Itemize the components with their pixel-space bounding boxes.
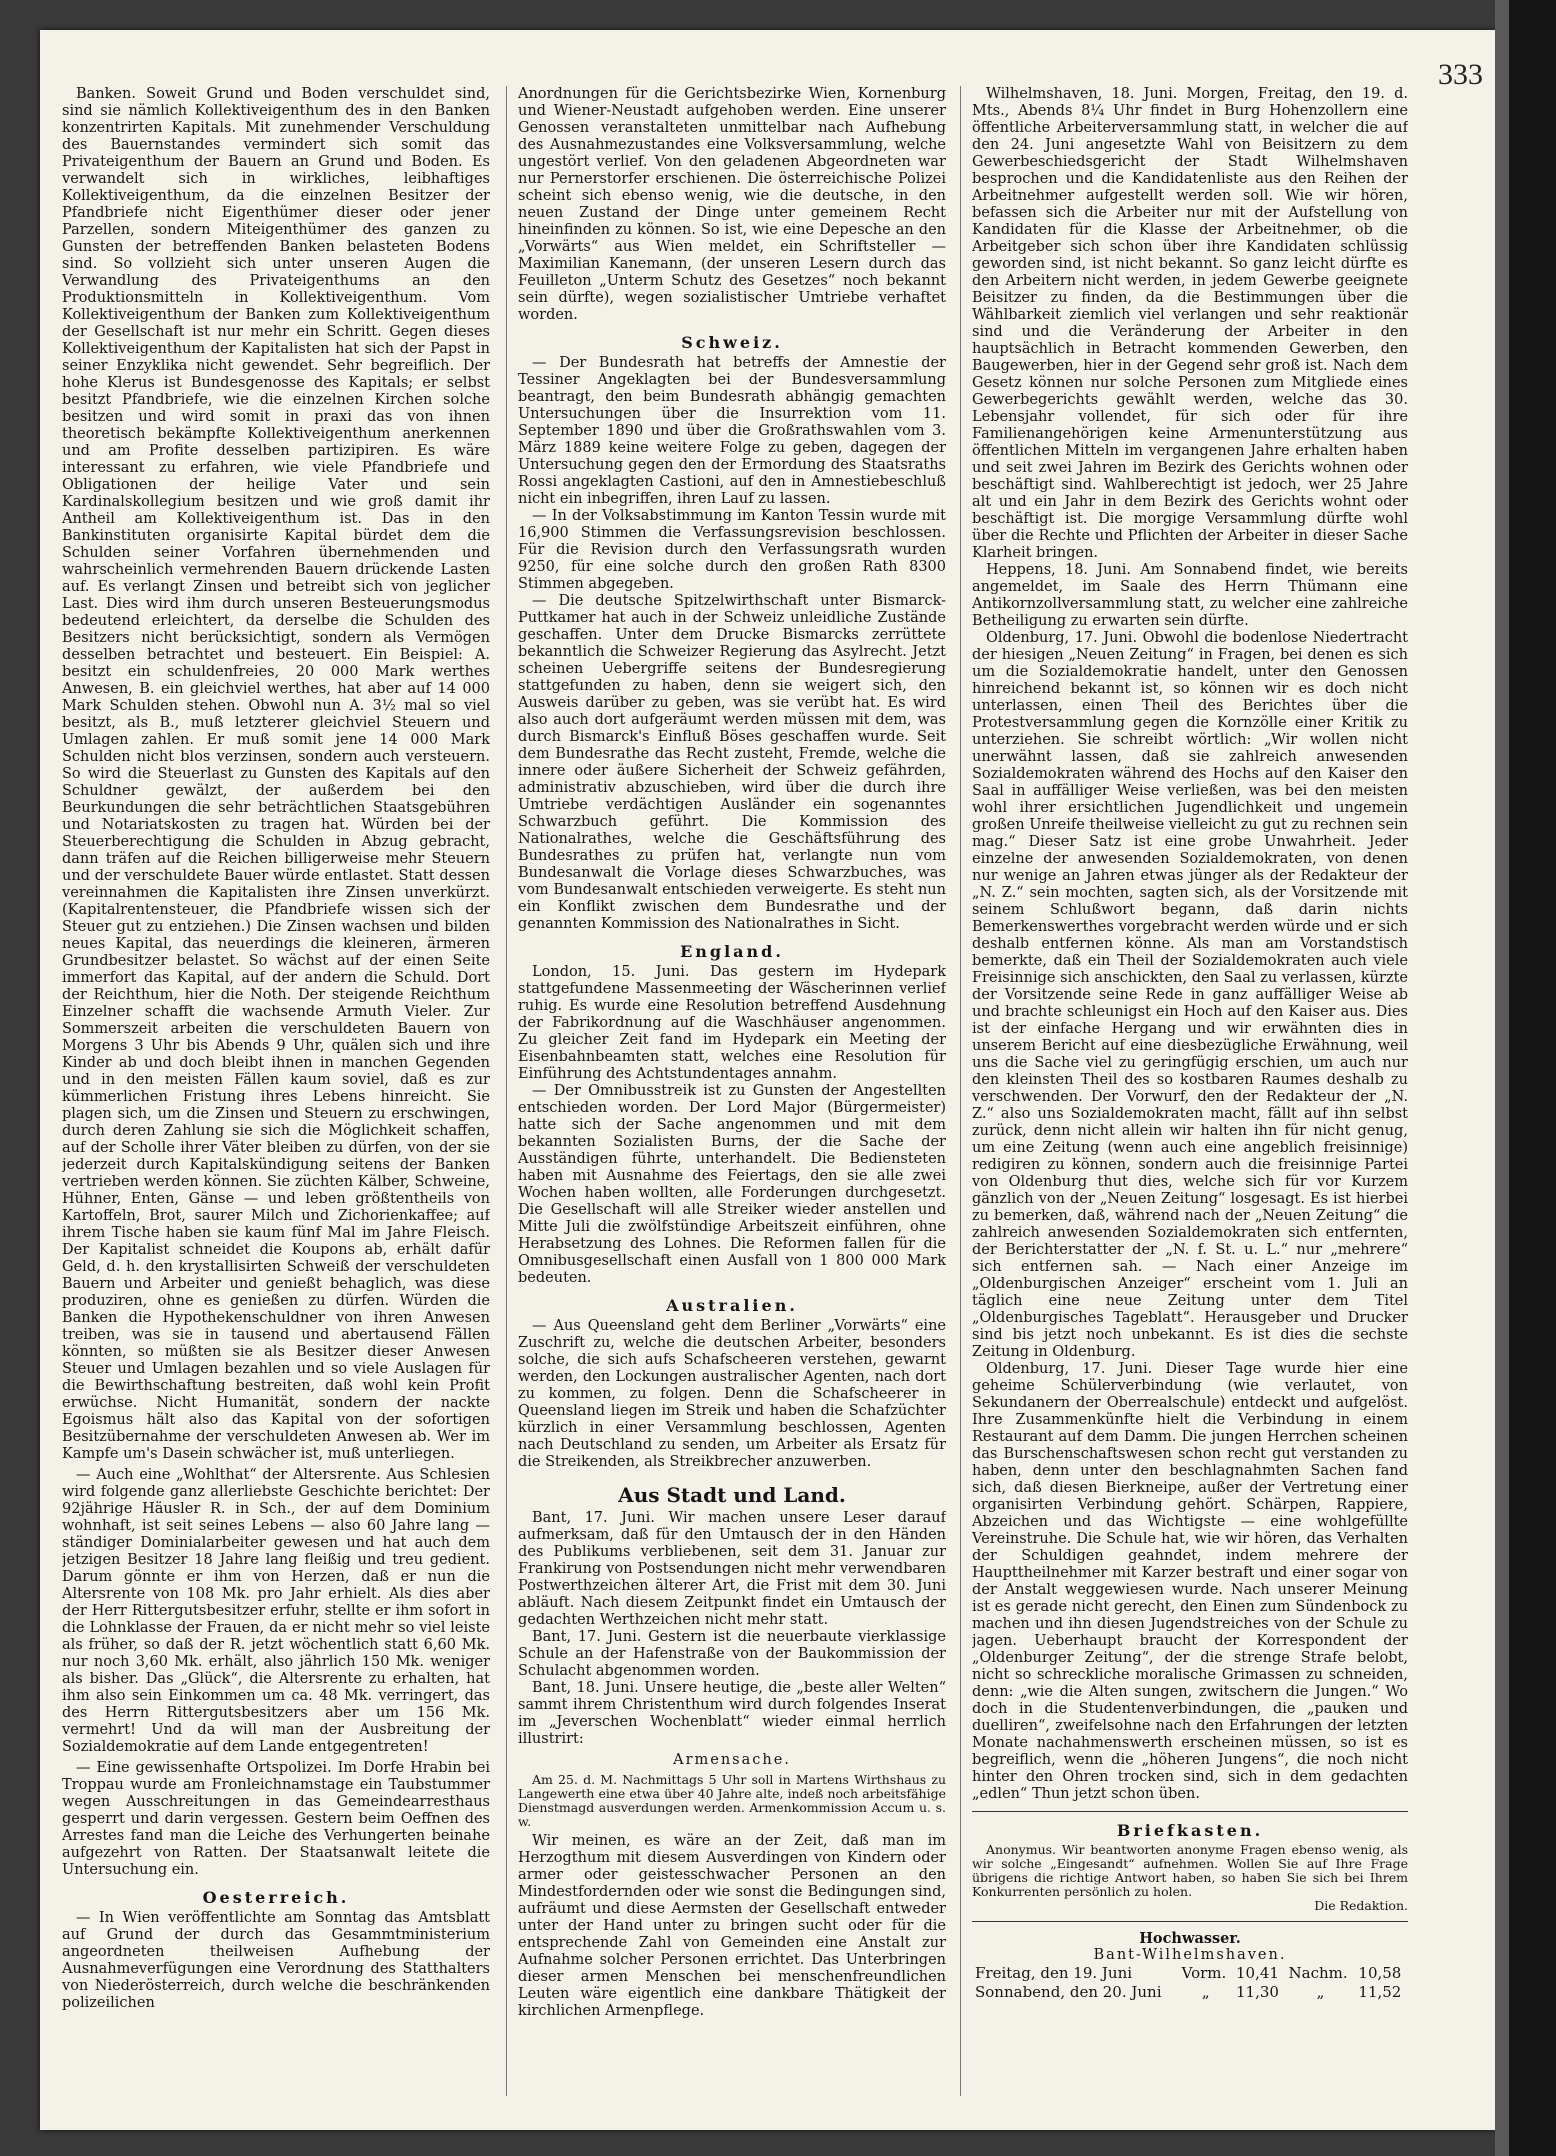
column-rule xyxy=(506,86,507,2096)
page-number: 333 xyxy=(1438,58,1483,91)
article-paragraph: Bant, 17. Juni. Wir machen unsere Leser darauf aufmerksam, daß für den Umtausch der in den Händen des Publikums verbliebenen, seit dem 31. Januar zur Frankirung von Postsendungen nicht mehr verwendbaren Postwerthzeichen älterer Art, die Frist mit dem 30. Juni abläuft. Nach diesem Zeitpunkt findet ein Umtausch der gedachten Werthzeichen nicht mehr statt. xyxy=(518,1510,946,1628)
article-paragraph: — Eine gewissenhafte Ortspolizei. Im Dorfe Hrabin bei Troppau wurde am Fronleichnamstage ein Taubstummer wegen Ausschreitungen in das Gemeindearresthaus gesperrt und darin vergessen. Gestern beim Oeffnen des Arrestes fand man die Leiche des Verhungerten beinahe aufgezehrt von Ratten. Der Staatsanwalt leitete die Untersuchung ein. xyxy=(62,1760,490,1878)
hochwasser-day: Freitag, den 19. Juni xyxy=(975,1964,1133,1982)
section-heading-schweiz: Schweiz. xyxy=(681,333,783,352)
section-heading-oesterreich: Oesterreich. xyxy=(202,1888,350,1907)
article-paragraph: — Aus Queensland geht dem Berliner „Vorwärts“ eine Zuschrift zu, welche die deutschen Arbeiter, besonders solche, die sich aufs Schafscheeren verstehen, gewarnt werden, den Lockungen australischer Agenten, nach dort zu kommen, zu folgen. Denn die Schafscheerer in Queensland liegen im Streik und haben die Schafzüchter kürzlich in einer Versammlung beschlossen, Agenten nach Deutschland zu senden, um Arbeiter als Ersatz für die Streikenden, als Streikbrecher anzuwerben. xyxy=(518,1318,946,1470)
inserat-text: Am 25. d. M. Nachmittags 5 Uhr soll in Martens Wirthshaus zu Langewerth eine etwa über 40 Jahre alte, indeß noch arbeitsfähige Dienstmagd ausverdungen werden. Armenkommission Accum u. s. w. xyxy=(518,1772,946,1829)
article-paragraph: Oldenburg, 17. Juni. Dieser Tage wurde hier eine geheime Schülerverbindung (wie verlautet, von Sekundanern der Oberrealschule) entdeckt und aufgelöst. Ihre Zusammenkünfte hielt die Verbindung in einem Restaurant auf dem Damm. Die jungen Herrchen scheinen das Burschenschaftswesen schon recht gut verstanden zu haben, denn unter den beschlagnahmten Sachen fand sich, daß diesen Bierkneipe, außer der Vertretung einer organisirten Verbindung gehört. Schärpen, Rappiere, Abzeichen und das Wichtigste — eine wohlgefüllte Vereinstruhe. Die Schule hat, wie wir hören, das Verhalten der Schuldigen geahndet, indem mehrere der Haupttheilnehmer mit Karzer bestraft und einer sogar von der Anstalt weggewiesen wurde. Nach unserer Meinung ist es gerade nicht gerecht, den Einen zum Sündenbock zu machen und ihn diesen Jugendstreiches von der Schule zu jagen. Ueberhaupt braucht der Korrespondent der „Oldenburger Zeitung“, der die strenge Strafe belobt, nicht so schreckliche moralische Grimassen zu schneiden, denn: „wie die Alten sungen, zwitschern die Jungen.“ Wo doch in die Studentenverbindungen, die „pauken und duelliren“, zweifelsohne nach den Erfahrungen der letzten Monate nachahmenswerth erscheinen müssen, so ist es begreiflich, wenn die „höheren Jungens“, die noch nicht hinter den Ohren trocken sind, sich in dem gedachten „edlen“ Thun jetzt schon üben. xyxy=(972,1361,1408,1802)
table-row xyxy=(972,1964,1408,1983)
hochwasser-vorm-label: Vorm. xyxy=(1181,1964,1227,1982)
article-paragraph: — Die deutsche Spitzelwirthschaft unter Bismarck-Puttkamer hat auch in der Schweiz unleidliche Zustände geschaffen. Unter dem Drucke Bismarcks zerrüttete bekanntlich die Schweizer Regierung das Asylrecht. Jetzt scheinen Uebergriffe seitens der Bundesregierung stattgefunden zu haben, denn sie weigert sich, den Ausweis darüber zu geben, was sie verübt hat. Es wird also auch dort aufgeräumt werden müssen mit dem, was durch Bismarck's Einfluß Böses geschaffen wurde. Seit dem Bundesrathe das Recht zusteht, Fremde, welche die innere oder äußere Sicherheit der Schweiz gefährden, administrativ abzuschieben, wird über die durch ihre Umtriebe verdächtigen Ausländer ein sogenanntes Schwarzbuch geführt. Die Kommission des Nationalrathes, welche die Geschäftsführung des Bundesrathes zu prüfen hat, verlangte nun vom Bundesanwalt die Vorlage dieses Schwarzbuches, was vom Bundesanwalt entschieden verweigerte. Es steht nun ein Konflikt zwischen dem Bundesrathe und der genannten Kommission des Nationalrathes in Sicht. xyxy=(518,593,946,932)
article-paragraph: Oldenburg, 17. Juni. Obwohl die bodenlose Niedertracht der hiesigen „Neuen Zeitung“ in Fragen, bei denen es sich um die Sozialdemokratie handelt, unter den Genossen hinreichend bekannt ist, so können wir es doch nicht unterlassen, einen Theil des Berichtes über die Protestversammlung gegen die Kornzölle einer Kritik zu unterziehen. Sie schreibt wörtlich: „Wir wollen nicht unerwähnt lassen, daß sie zahlreich anwesenden Sozialdemokraten während des Hochs auf den Kaiser den Saal in auffälliger Weise verließen, was bei den meisten wohl ihrer ersichtlichen Jugendlichkeit und ungemein großen Unreife theilweise vielleicht zu gut zu rechnen sein mag.“ Dieser Satz ist eine grobe Unwahrheit. Jeder einzelne der anwesenden Sozialdemokraten, von denen nur wenige an Jahren etwas jünger als der Redakteur der „N. Z.“ sein mochten, sagten sich, als der Vorsitzende mit seinem Schlußwort begann, daß darin nichts Bemerkenswerthes vorgebracht werden würde und er sich deshalb entfernen könne. Als man am Vorstandstisch bemerkte, daß ein Theil der Sozialdemokraten auch viele Freisinnige sich anschickten, den Saal zu verlassen, kürzte der Vorsitzende seine Rede in ganz auffälliger Weise ab und brachte schleunigst ein Hoch auf den Kaiser aus. Dies ist der einfache Hergang und wir erwähnten dies in unserem Bericht auf eine diesbezügliche Erwähnung, weil uns die Sache viel zu geringfügig erschien, um auch nur den kleinsten Theil des so kostbaren Raumes deshalb zu verschwenden. Der Vorwurf, den der Redakteur der „N. Z.“ also uns Sozialdemokraten macht, fällt auf ihn selbst zurück, denn nicht allein wir halten ihn für nicht genug, um eine Zeitung (wenn auch eine angeblich freisinnige) redigiren zu können, sondern auch die freisinnige Partei von Oldenburg thut dies, welche sich für vor Kurzem gänzlich von der „Neuen Zeitung“ losgesagt. Es ist hierbei zu bemerken, daß, während nach der „Neuen Zeitung“ die zahlreich anwesenden Sozialdemokraten sich entfernten, der Berichterstatter der „N. f. St. u. L.“ nur „mehrere“ sich entfernen sah. — Nach einer Anzeige im „Oldenburgischen Anzeiger“ erscheint vom 1. Juli an täglich eine neue Zeitung unter dem Titel „Oldenburgisches Tageblatt“. Herausgeber und Drucker sind bis jetzt noch unbekannt. Es ist dies die sechste Zeitung in Oldenburg. xyxy=(972,630,1408,1360)
newspaper-page xyxy=(40,30,1495,2130)
article-paragraph: — Der Omnibusstreik ist zu Gunsten der Angestellten entschieden worden. Der Lord Major (Bürgermeister) hatte sich der Sache angenommen und mit dem bekannten Sozialisten Burns, der die Sache der Ausständigen führte, unterhandelt. Die Bediensteten haben mit Ausnahme des Feiertags, den sie alle zwei Wochen haben wollten, alle Forderungen durchgesetzt. Die Gesellschaft will alle Streiker wieder anstellen und Mitte Juli die zwölfstündige Arbeitszeit einführen, ohne Herabsetzung des Lohnes. Die Reformen fallen für die Omnibusgesellschaft einen Ausfall von 1 800 000 Mark bedeuten. xyxy=(518,1083,946,1286)
article-paragraph: Anordnungen für die Gerichtsbezirke Wien, Kornenburg und Wiener-Neustadt aufgehoben werden. Eine unserer Genossen veranstalteten unmittelbar nach Aufhebung des Ausnahmezustandes eine Volksversammlung, welche ungestört verlief. Von den geladenen Abgeordneten war nur Pernerstorfer erschienen. Die österreichische Polizei scheint sich ebenso wenig, wie die deutsche, in den neuen Zustand der Dinge unter gemeinem Recht hineinfinden zu können. So ist, wie eine Depesche an den „Vorwärts“ aus Wien meldet, ein Schriftsteller — Maximilian Kanemann, (der unseren Lesern durch das Feuilleton „Unterm Schutz des Gesetzes“ noch bekannt sein dürfte), wegen sozialistischer Umtriebe verhaftet worden. xyxy=(518,86,946,323)
hochwasser-nachm: 10,58 xyxy=(1358,1964,1402,1982)
column-2 xyxy=(518,86,946,2111)
article-paragraph: — Auch eine „Wohlthat“ der Altersrente. Aus Schlesien wird folgende ganz allerliebste Geschichte berichtet: Der 92jährige Häusler R. in Sch., der auf dem Dominium wohnhaft, ist seit seines Lebens — also 60 Jahre lang — ständiger Dominialarbeiter gewesen und hat auch dem jetzigen Besitzer 18 Jahre lang fleißig und treu gedient. Darum gönnte er ihm von Herzen, daß er nun die Altersrente von 108 Mk. pro Jahr erhielt. Als dies aber der Herr Rittergutsbesitzer erfuhr, stellte er ihm sofort in die Lohnklasse der Frauen, da er nicht mehr so viel leiste als früher, so daß der R. jetzt wöchentlich statt 6,60 Mk. nur noch 3,60 Mk. erhält, also jährlich 150 Mk. weniger als bisher. Das „Glück“, die Altersrente zu erhalten, hat ihm also sein Einkommen um ca. 48 Mk. verringert, das des Herrn Rittergutsbesitzers aber um 156 Mk. vermehrt! Und da will man der Ausbreitung der Sozialdemokratie auf dem Lande entgegentreten! xyxy=(62,1467,490,1755)
column-rule xyxy=(960,86,961,2096)
article-paragraph: — In Wien veröffentlichte am Sonntag das Amtsblatt auf Grund der durch das Gesammtministerium angeordneten theilweisen Aufhebung der Ausnahmeverfügungen eine Verordnung des Statthalters von Niederösterreich, durch welche die beschränkenden polizeilichen xyxy=(62,1910,490,2011)
briefkasten-text: Anonymus. Wir beantworten anonyme Fragen ebenso wenig, als wir solche „Eingesandt“ aufnehmen. Wollen Sie auf Ihre Frage übrigens die richtige Antwort haben, so haben Sie sich bei Ihrem Konkurrenten persönlich zu holen. xyxy=(972,1842,1408,1899)
hochwasser-nachm-label: „ xyxy=(1316,1983,1325,2001)
article-paragraph: Bant, 17. Juni. Gestern ist die neuerbaute vierklassige Schule an der Hafenstraße von der Baukommission der Schulacht abgenommen worden. xyxy=(518,1629,946,1679)
hochwasser-heading: Hochwasser. xyxy=(1139,1930,1241,1947)
column-3 xyxy=(972,86,1408,2111)
hochwasser-nachm-label: Nachm. xyxy=(1288,1964,1348,1982)
hochwasser-table xyxy=(972,1964,1408,2002)
section-heading-australien: Australien. xyxy=(666,1296,798,1315)
section-heading-aus-stadt-und-land: Aus Stadt und Land. xyxy=(618,1483,846,1507)
column-1 xyxy=(62,86,490,2111)
hochwasser-vorm: 10,41 xyxy=(1235,1964,1279,1982)
briefkasten-signature: Die Redaktion. xyxy=(1314,1898,1408,1913)
article-paragraph: — In der Volksabstimmung im Kanton Tessin wurde mit 16,900 Stimmen die Verfassungsrevision beschlossen. Für die Revision durch den Verfassungsrath wurden 9250, für eine solche durch den großen Rath 8300 Stimmen abgegeben. xyxy=(518,508,946,592)
article-paragraph: Heppens, 18. Juni. Am Sonnabend findet, wie bereits angemeldet, im Saale des Herrn Thümann eine Antikornzollversammlung statt, zu welcher eine zahlreiche Betheiligung zu erwarten sein dürfte. xyxy=(972,562,1408,629)
article-paragraph: Wilhelmshaven, 18. Juni. Morgen, Freitag, den 19. d. Mts., Abends 8¼ Uhr findet in Burg Hohenzollern eine öffentliche Arbeiterversammlung statt, in welcher die auf den 24. Juni angesetzte Wahl von Beisitzern zu dem Gewerbeschiedsgericht der Stadt Wilhelmshaven besprochen und die Kandidatenliste aus den Reihen der Arbeitnehmer aufgestellt werden soll. Wie wir hören, befassen sich die Arbeiter nur mit der Aufstellung von Kandidaten für die Klasse der Arbeitnehmer, ob die Arbeitgeber sich schon über ihre Kandidaten schlüssig geworden sind, ist nicht bekannt. So ganz leicht dürfte es den Arbeitern nicht werden, in jedem Gewerbe geeignete Beisitzer zu finden, da die Bestimmungen über die Wählbarkeit ziemlich viel verlangen und sehr reaktionär sind und die Veränderung der Arbeiter in den hauptsächlich in Betracht kommenden Gewerben, den Baugewerben, hier in der Gegend sehr groß ist. Nach dem Gesetz können nur solche Personen zum Mitgliede eines Gewerbegerichts gewählt werden, welche das 30. Lebensjahr vollendet, für sich oder für ihre Familienangehörigen keine Armenunterstützung aus öffentlichen Mitteln im vergangenen Jahre erhalten haben und seit zwei Jahren im Bezirk des Gerichts wohnen oder beschäftigt sind. Wahlberechtigt ist jedoch, wer 25 Jahre alt und ein Jahr in dem Bezirk des Gerichts wohnt oder beschäftigt ist. Die morgige Versammlung dürfte wohl über die Rechte und Pflichten der Arbeiter in dieser Sache Klarheit bringen. xyxy=(972,86,1408,561)
section-heading-england: England. xyxy=(680,942,784,961)
hochwasser-vorm: 11,30 xyxy=(1235,1983,1279,2001)
article-paragraph: Banken. Soweit Grund und Boden verschuldet sind, sind sie nämlich Kollektiveigenthum des in den Banken konzentrirten Kapitals. Mit zunehmender Verschuldung des Bauernstandes vermindert sich somit das Privateigenthum der Bauern an Grund und Boden. Es verwandelt sich in wirkliches, leibhaftiges Kollektiveigenthum, da die einzelnen Besitzer der Pfandbriefe nicht Eigenthümer dieser oder jener Parzellen, sondern Miteigenthümer des ganzen zu Gunsten der betreffenden Banken belasteten Bodens sind. So vollzieht sich unter unseren Augen die Verwandlung des Privateigenthums an den Produktionsmitteln in Kollektiveigenthum. Vom Kollektiveigenthum der Banken zum Kollektiveigenthum der Gesellschaft ist nur mehr ein Schritt. Gegen dieses Kollektiveigenthum der Kapitalisten hat sich der Papst in seiner Enzyklika nicht gewendet. Sehr begreiflich. Der hohe Klerus ist Bundesgenosse des Kapitals; er selbst besitzt Pfandbriefe, wie die einzelnen Kirchen solche besitzen und wird somit in praxi das von ihnen theoretisch bekämpfte Kollektiveigenthum anerkennen und am Profite desselben partizipiren. Es wäre interessant zu erfahren, wie viele Pfandbriefe und Obligationen der heilige Vater und sein Kardinalskollegium besitzen und wie groß damit ihr Antheil am Kollektiveigenthum ist. Das in den Bankinstituten organisirte Kapital bürdet dem die Schulden seiner Vorfahren übernehmenden und wahrscheinlich vermehrenden Bauern drückende Lasten auf. Es verlangt Zinsen und betreibt sich von jeglicher Last. Dies wird ihm durch unseren Besteuerungsmodus bedeutend erleichtert, da derselbe die Schulden des Besitzers nicht berücksichtigt, sondern als Vermögen desselben betrachtet und besteuert. Ein Beispiel: A. besitzt ein schuldenfreies, 20 000 Mark werthes Anwesen, B. ein gleichviel werthes, hat aber auf 14 000 Mark Schulden stehen. Obwohl nun A. 3½ mal so viel besitzt, als B., muß letzterer gleichviel Steuern und Umlagen zahlen. Er muß somit jene 14 000 Mark Schulden nicht blos verzinsen, sondern auch versteuern. So wird die Steuerlast zu Gunsten des Kapitals auf den Schuldner gewälzt, der außerdem bei den Beurkundungen die sehr beträchtlichen Staatsgebühren und Notariatskosten zu tragen hat. Würden bei der Steuerberechtigung die Schulden in Abzug gebracht, dann träfen auf die Reichen billigerweise mehr Steuern und der verschuldete Bauer würde entlastet. Statt dessen vereinnahmen die Kapitalisten ihre Zinsen unverkürzt. (Kapitalrentensteuer, die Pfandbriefe wissen sich der Steuer gut zu entziehen.) Die Zinsen wachsen und bilden neues Kapital, das neuerdings die kleineren, ärmeren Grundbesitzer belastet. So wächst auf der einen Seite immerfort das Kapital, auf der andern die Schuld. Dort der Reichthum, hier die Noth. Der steigende Reichthum Einzelner schafft die wachsende Armuth Vieler. Zur Sommerszeit arbeiten die verschuldeten Bauern von Morgens 3 Uhr bis Abends 9 Uhr, quälen sich und ihre Kinder ab und doch bleibt ihnen in manchen Gegenden und in den meisten Fällen kaum soviel, daß es zur kümmerlichen Fristung ihres Lebens hinreicht. Sie plagen sich, um die Zinsen und Steuern zu erschwingen, durch deren Zahlung sie sich die Möglichkeit schaffen, auf der Scholle ihrer Väter bleiben zu dürfen, von der sie jederzeit durch Kapitalskündigung seitens der Banken vertrieben werden können. Sie züchten Kälber, Schweine, Hühner, Enten, Gänse — und leben größtentheils von Kartoffeln, Brot, saurer Milch und Zichorienkaffee; auf ihrem Tische haben sie kaum fünf Mal im Jahre Fleisch. Der Kapitalist schneidet die Koupons ab, erhält dafür Geld, d. h. den krystallisirten Schweiß der verschuldeten Bauern und Arbeiter und genießt behaglich, was diese produziren, ohne es genießen zu dürfen. Würden die Banken die Hypothekenschuldner von ihren Anwesen treiben, was sie in tausend und abertausend Fällen könnten, so müßten sie als Besitzer dieser Anwesen Steuer und Umlagen bezahlen und so viele Auslagen für die Bewirthschaftung bestreiten, daß wohl kein Profit erwüchse. Nicht Humanität, sondern der nackte Egoismus hält also das Kapital von der sofortigen Besitzübernahme der verschuldeten Anwesen ab. Wer im Kampfe um's Dasein schwächer ist, muß unterliegen. xyxy=(62,86,490,1462)
table-row xyxy=(972,1983,1408,2002)
hochwasser-vorm-label: „ xyxy=(1201,1983,1210,2001)
divider xyxy=(972,1811,1408,1812)
hochwasser-place: Bant-Wilhelmshaven. xyxy=(1093,1947,1287,1963)
article-paragraph: — Der Bundesrath hat betreffs der Amnestie der Tessiner Angeklagten bei der Bundesversammlung beantragt, den beim Bundesrath abhängig gemachten Untersuchungen über die Insurrektion vom 11. September 1890 und über die Großrathswahlen vom 3. März 1889 keine weitere Folge zu geben, dagegen der Untersuchung gegen den der Ermordung des Staatsraths Rossi angeklagten Castioni, auf den in Amnestiebeschluß nicht ein inbegriffen, ihren Lauf zu lassen. xyxy=(518,355,946,507)
article-paragraph: London, 15. Juni. Das gestern im Hydepark stattgefundene Massenmeeting der Wäscherinnen verlief ruhig. Es wurde eine Resolution betreffend Ausdehnung der Fabrikordnung auf die Waschhäuser angenommen. Zu gleicher Zeit fand im Hydepark ein Meeting der Eisenbahnbeamten statt, welches eine Resolution für Einführung des Achtstundentages annahm. xyxy=(518,964,946,1082)
inserat-heading: Armensache. xyxy=(673,1752,791,1768)
section-heading-briefkasten: Briefkasten. xyxy=(1116,1821,1264,1840)
hochwasser-nachm: 11,52 xyxy=(1358,1983,1402,2001)
scan-border xyxy=(1495,0,1556,2156)
article-paragraph: Wir meinen, es wäre an der Zeit, daß man im Herzogthum mit diesem Ausverdingen von Kindern oder armer oder geistesschwacher Personen an den Mindestfordernden oder wie sonst die Bedingungen sind, aufräumt und diese Aermsten der Gesellschaft entweder unter der Hand unter zu bringen sucht oder für die entsprechende Zahl von Gemeinden eine Anstalt zur Aufnahme solcher Personen errichtet. Das Unterbringen dieser armen Menschen bei menschenfreundlichen Leuten wäre eigentlich eine dankbare Thätigkeit der kirchlichen Armenpflege. xyxy=(518,1833,946,2019)
divider xyxy=(972,1921,1408,1922)
article-paragraph: Bant, 18. Juni. Unsere heutige, die „beste aller Welten“ sammt ihrem Christenthum wird durch folgendes Inserat im „Jeverschen Wochenblatt“ wieder einmal herrlich illustrirt: xyxy=(518,1680,946,1747)
hochwasser-day: Sonnabend, den 20. Juni xyxy=(975,1983,1162,2001)
